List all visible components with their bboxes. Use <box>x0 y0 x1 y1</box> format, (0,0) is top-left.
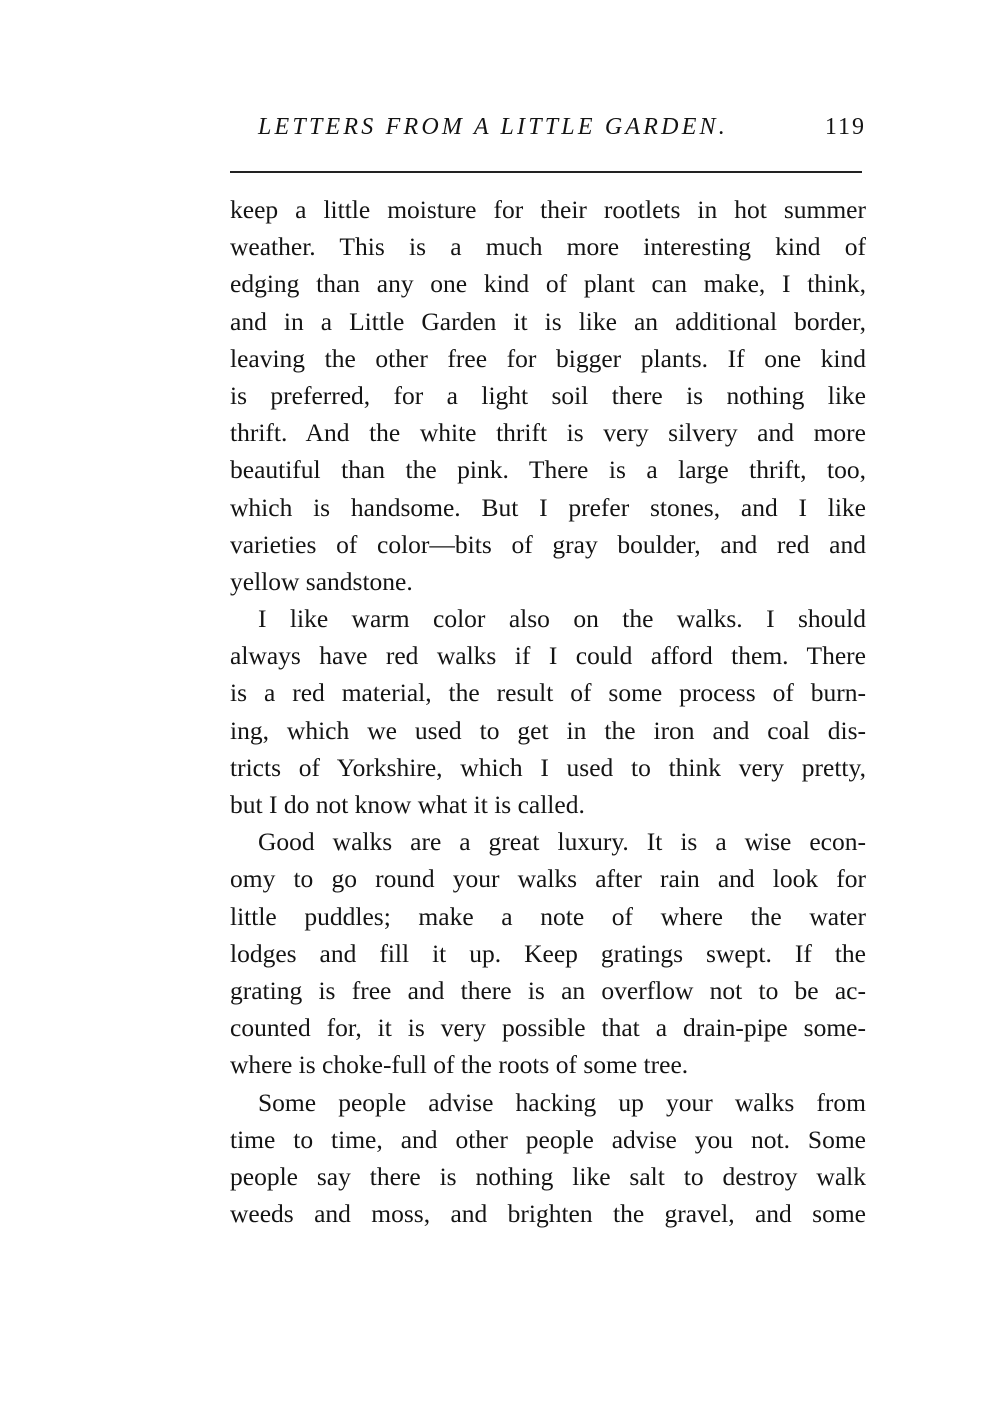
text-line: varieties of color—bits of gray boulder, and red and <box>230 529 866 559</box>
header-rule <box>230 171 862 173</box>
text-line: tricts of Yorkshire, which I used to think very pretty, <box>230 752 866 782</box>
running-header <box>230 114 866 154</box>
text-line: lodges and fill it up. Keep gratings swept. If the <box>230 938 866 968</box>
text-line: keep a little moisture for their rootlets in hot summer <box>230 195 866 224</box>
text-line: leaving the other free for bigger plants. If one kind <box>230 343 866 373</box>
text-line: is a red material, the result of some process of burn- <box>230 678 866 708</box>
text-line: ing, which we used to get in the iron and coal dis- <box>230 715 866 745</box>
text-line: which is handsome. But I prefer stones, and I like <box>230 492 866 522</box>
paragraph <box>230 191 866 600</box>
text-line: Some people advise hacking up your walks from <box>258 1087 866 1117</box>
text-line: and in a Little Garden it is like an additional border, <box>230 306 866 336</box>
body-text <box>230 191 866 1232</box>
paragraph <box>230 1084 866 1233</box>
running-title: LETTERS FROM A LITTLE GARDEN. <box>258 114 728 140</box>
text-line: weeds and moss, and brighten the gravel, and some <box>230 1199 866 1229</box>
text-line: counted for, it is very possible that a drain-pipe some- <box>230 1013 866 1043</box>
text-line: edging than any one kind of plant can make, I think, <box>230 269 866 299</box>
text-line: weather. This is a much more interesting kind of <box>230 232 866 262</box>
text-line: beautiful than the pink. There is a large thrift, too, <box>230 455 866 485</box>
text-line: always have red walks if I could afford them. There <box>230 641 866 671</box>
paragraph <box>230 823 866 1083</box>
text-line: omy to go round your walks after rain and look for <box>230 864 866 894</box>
text-line: thrift. And the white thrift is very silvery and more <box>230 418 866 448</box>
text-line: little puddles; make a note of where the water <box>230 901 866 931</box>
text-line: Good walks are a great luxury. It is a wise econ- <box>258 827 866 857</box>
text-line: grating is free and there is an overflow not to be ac- <box>230 975 866 1005</box>
text-line: is preferred, for a light soil there is nothing like <box>230 380 866 410</box>
page-number: 119 <box>824 114 866 140</box>
text-line: time to time, and other people advise you not. Some <box>230 1124 866 1154</box>
text-line: people say there is nothing like salt to destroy walk <box>230 1161 866 1191</box>
paragraph <box>230 600 866 823</box>
text-line: but I do not know what it is called. <box>230 790 585 819</box>
text-line: yellow sandstone. <box>230 566 413 596</box>
text-line: where is choke-full of the roots of some tree. <box>230 1050 689 1080</box>
text-line: I like warm color also on the walks. I should <box>258 604 866 634</box>
